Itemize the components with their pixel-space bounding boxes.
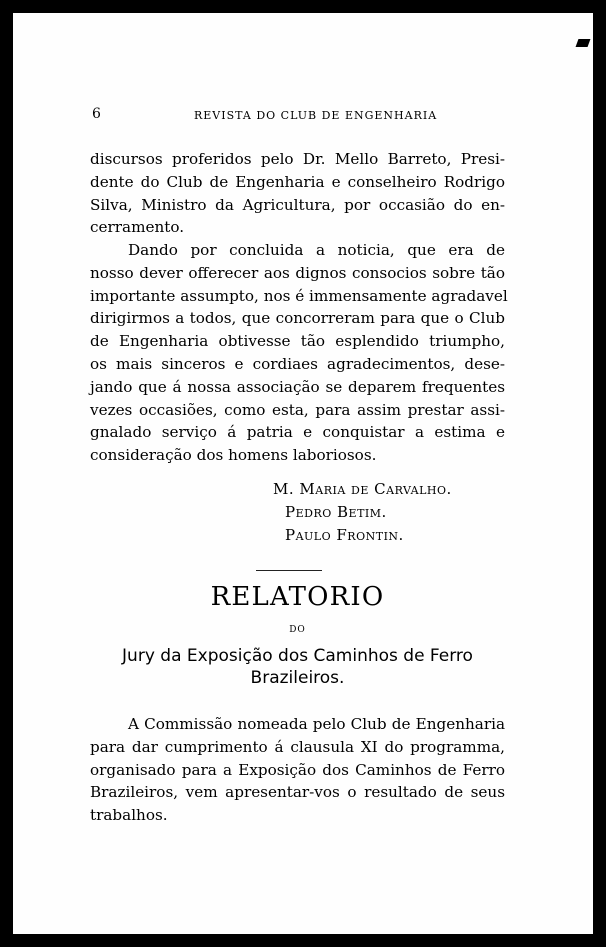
paragraph-1 — [90, 148, 505, 239]
text-line: trabalhos. — [90, 806, 168, 825]
section-divider — [256, 570, 322, 571]
running-title: REVISTA DO CLUB DE ENGENHARIA — [194, 109, 438, 122]
text-line: dente do Club de Engenharia e conselheiro Rodrigo — [90, 172, 505, 191]
signature-frontin: Paulo Frontin. — [285, 526, 404, 544]
report-subtitle-line-1: Jury da Exposição dos Caminhos de Ferro — [122, 646, 473, 666]
text-line: gnalado serviço á patria e conquistar a estima e — [90, 423, 505, 442]
text-line: consideração dos homens laboriosos. — [90, 446, 377, 465]
report-subtitle — [90, 645, 505, 689]
text-line: de Engenharia obtivesse tão esplendido triumpho, — [90, 332, 505, 351]
text-line: para dar cumprimento á clausula XI do programma, — [90, 737, 505, 756]
text-line: Brazileiros, vem apresentar-vos o resultado de seus — [90, 783, 505, 802]
report-title: RELATORIO — [210, 582, 385, 612]
text-line: Silva, Ministro da Agricultura, por occasião do en- — [90, 195, 505, 214]
paragraph-2 — [90, 239, 508, 467]
text-line: importante assumpto, nos é immensamente agradavel — [90, 286, 508, 305]
text-line: jando que á nossa associação se deparem frequentes — [90, 377, 505, 396]
text-line: organisado para a Exposição dos Caminhos de Ferro — [90, 760, 505, 779]
text-line: os mais sinceros e cordiaes agradecimentos, dese- — [90, 354, 505, 373]
scan-corner-mark — [576, 39, 591, 47]
report-subtitle-line-2: Brazileiros. — [250, 668, 345, 688]
text-line: Dando por concluida a noticia, que era de — [128, 241, 505, 259]
text-line: nosso dever offerecer aos dignos consocios sobre tão — [90, 263, 505, 282]
signature-carvalho: M. Maria de Carvalho. — [273, 480, 452, 498]
page-number: 6 — [92, 106, 102, 122]
text-line: cerramento. — [90, 218, 185, 237]
text-line: discursos proferidos pelo Dr. Mello Barreto, Presi- — [90, 150, 505, 168]
signature-betim: Pedro Betim. — [285, 503, 387, 521]
report-connector: DO — [289, 625, 306, 635]
page-header — [90, 106, 505, 126]
report-paragraph — [90, 713, 505, 827]
text-line: A Commissão nomeada pelo Club de Engenharia — [128, 715, 505, 733]
text-line: dirigirmos a todos, que concorreram para que o Club — [90, 309, 505, 328]
text-line: vezes occasiões, como esta, para assim prestar assi- — [90, 400, 505, 419]
